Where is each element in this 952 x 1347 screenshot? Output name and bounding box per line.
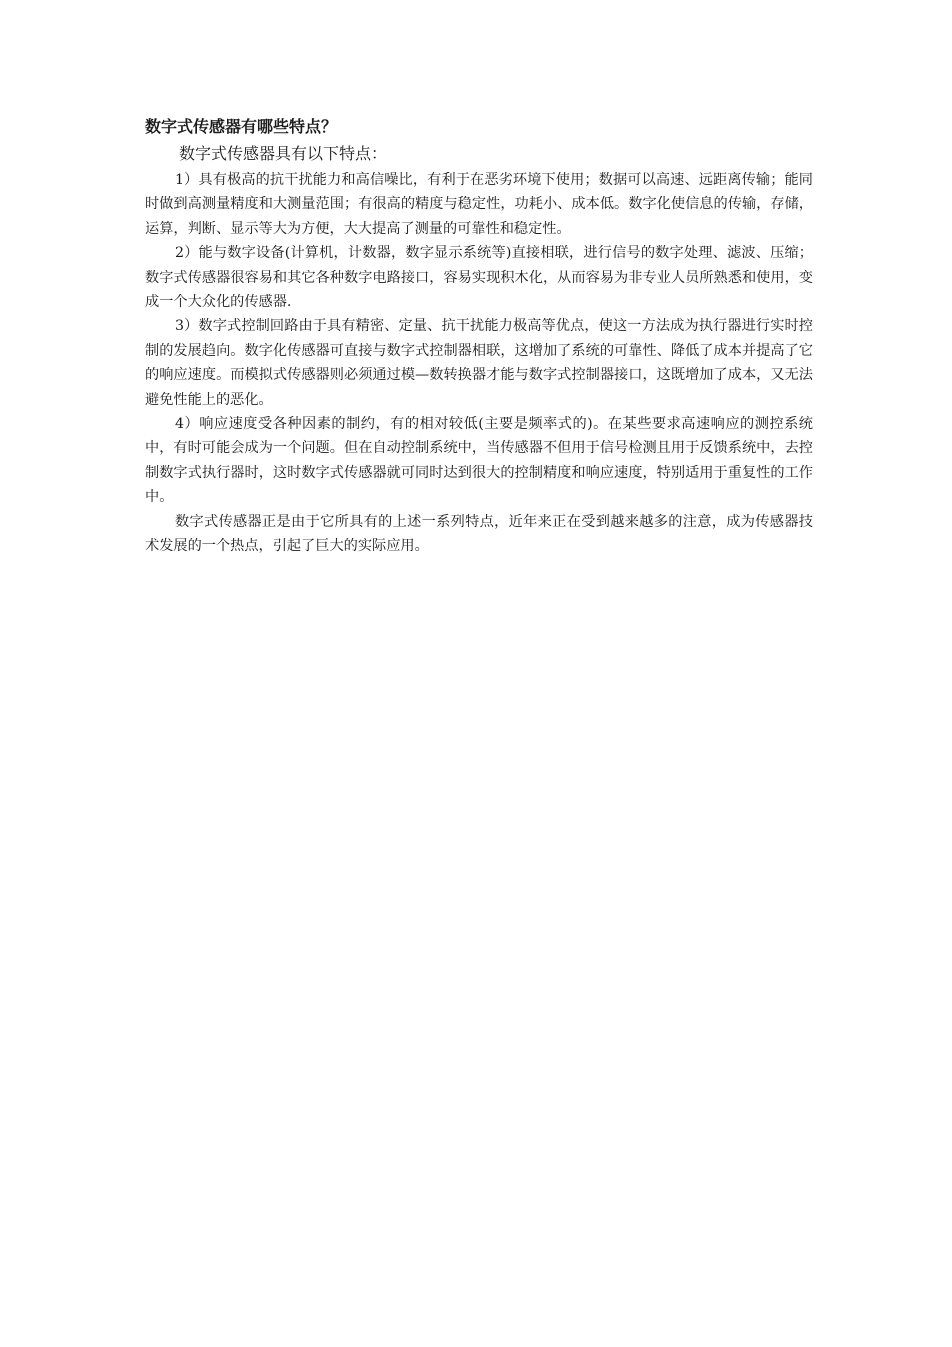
- paragraph-conclusion: 数字式传感器正是由于它所具有的上述一系列特点，近年来正在受到越来越多的注意，成为传感器技术发展的一个热点，引起了巨大的实际应用。: [145, 513, 813, 555]
- paragraph-2: 2）能与数字设备(计算机，计数器，数字显示系统等)直接相联，进行信号的数字处理、滤波、压缩；数字式传感器很容易和其它各种数字电路接口，容易实现积木化，从而容易为非专业人员所熟悉和使用，变成一个大众化的传感器.: [145, 245, 813, 311]
- intro-text: 数字式传感器具有以下特点：: [179, 144, 388, 163]
- paragraph-1: 1）具有极高的抗干扰能力和高信噪比，有利于在恶劣环境下使用；数据可以高速、远距离传输；能同时做到高测量精度和大测量范围；有很高的精度与稳定性，功耗小、成本低。数字化使信息的传输，存储，运算，判断、显示等大为方便，大大提高了测量的可靠性和稳定性。: [145, 172, 813, 237]
- paragraph-3: 3）数字式控制回路由于具有精密、定量、抗干扰能力极高等优点，使这一方法成为执行器进行实时控制的发展趋向。数字化传感器可直接与数字式控制器相联，这增加了系统的可靠性、降低了成本并提高了它的响应速度。而模拟式传感器则必须通过模—数转换器才能与数字式控制器接口，这既增加了成本，又无法避免性能上的恶化。: [145, 318, 813, 408]
- document-page: [145, 114, 813, 559]
- document-title: 数字式传感器有哪些特点？: [145, 117, 338, 136]
- paragraph-4: 4）响应速度受各种因素的制约，有的相对较低(主要是频率式的)。在某些要求高速响应的测控系统中，有时可能会成为一个问题。但在自动控制系统中，当传感器不但用于信号检测且用于反馈系统中，去控制数字式执行器时，这时数字式传感器就可同时达到很大的控制精度和响应速度，特别适用于重复性的工作中。: [145, 416, 813, 506]
